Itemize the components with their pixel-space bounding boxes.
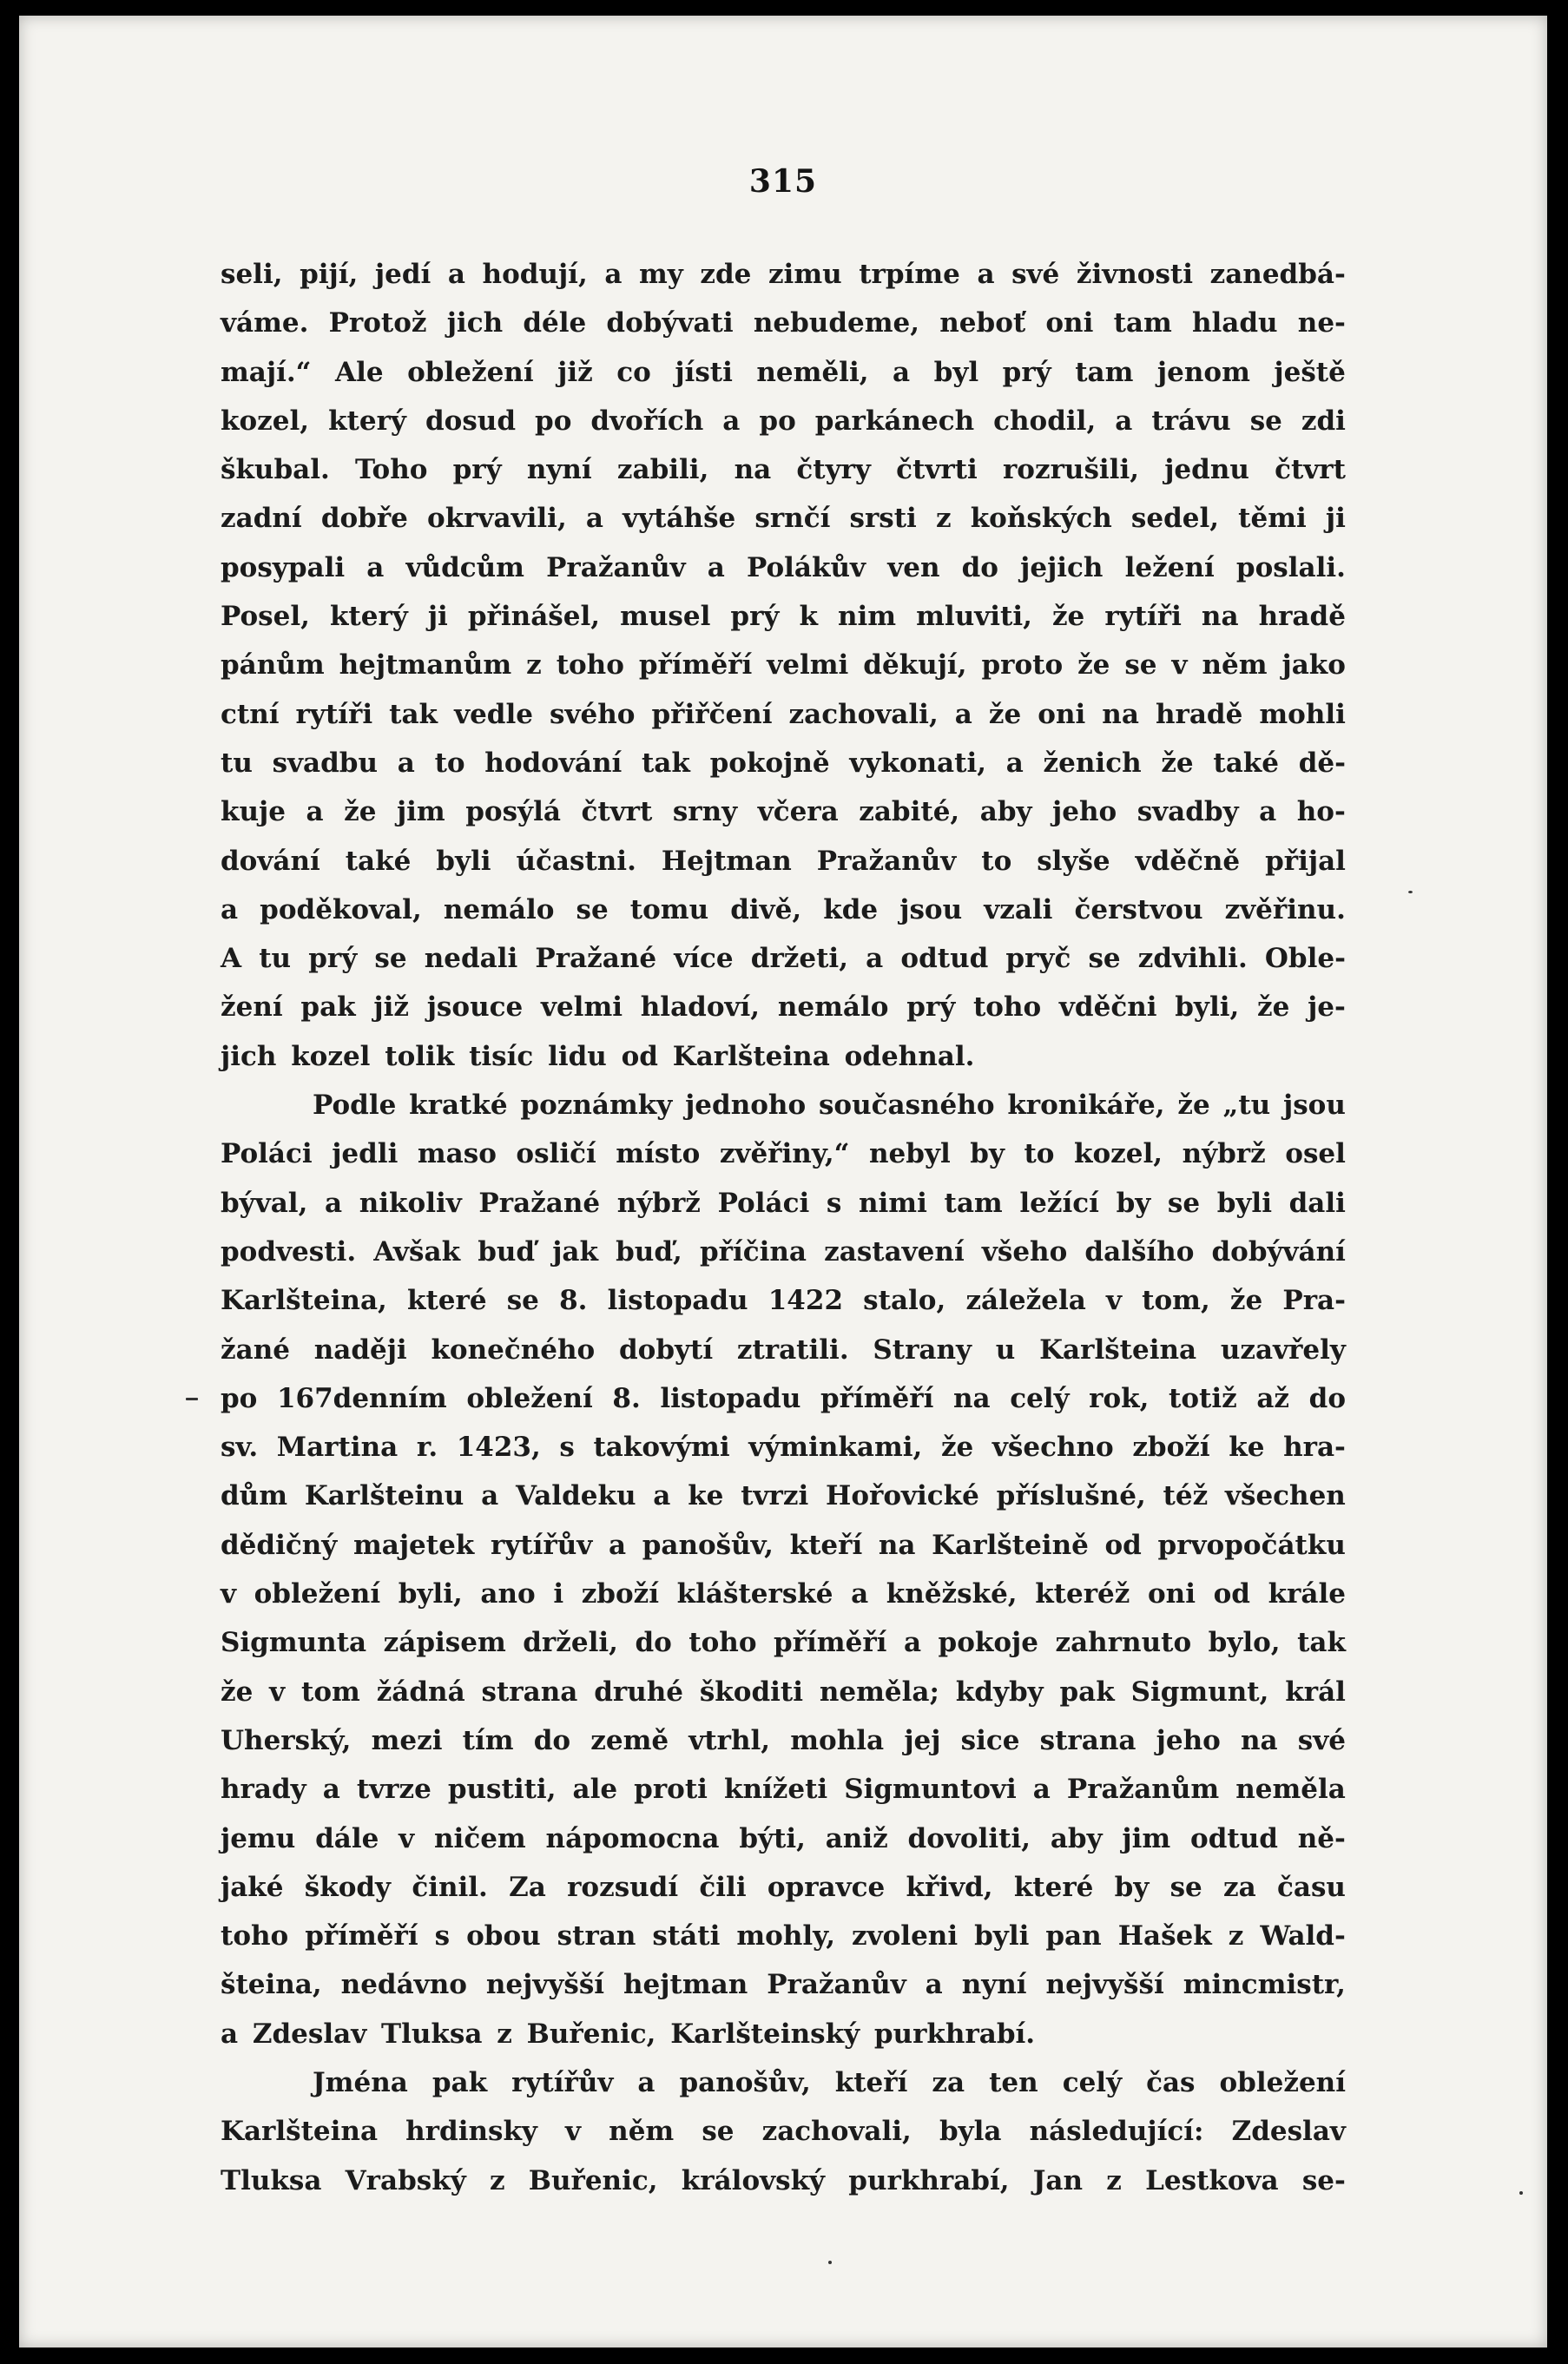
print-speck [186, 1398, 198, 1400]
text-line: Karlšteina hrdinsky v něm se zachovali, byla následující: Zdeslav [221, 2116, 1346, 2148]
page-number: 315 [748, 163, 818, 200]
print-speck [1408, 891, 1413, 893]
print-speck [1519, 2191, 1523, 2195]
text-line: Tluksa Vrabský z Buřenic, královský purkhrabí, Jan z Lestkova se- [221, 2164, 1346, 2196]
text-line: žení pak již jsouce velmi hladoví, nemálo prý toho vděčni byli, že je- [221, 991, 1346, 1024]
print-speck [828, 2261, 832, 2264]
text-line: ctní rytíři tak vedle svého přiřčení zachovali, a že oni na hradě mohli [221, 698, 1346, 730]
text-line: Posel, který ji přinášel, musel prý k nim mluviti, že rytíři na hradě [221, 601, 1346, 633]
text-line: v obležení byli, ano i zboží klášterské a kněžské, kteréž oni od krále [221, 1578, 1346, 1610]
text-line: podvesti. Avšak buď jak buď, příčina zastavení všeho dalšího dobývání [221, 1235, 1346, 1268]
text-line: mají.“ Ale obležení již co jísti neměli, a byl prý tam jenom ještě [221, 356, 1346, 388]
text-line: jich kozel tolik tisíc lidu od Karlšteina odehnal. [221, 1040, 975, 1072]
text-line: váme. Protož jich déle dobývati nebudeme, neboť oni tam hladu ne- [221, 307, 1346, 339]
text-line: po 167denním obležení 8. listopadu příměří na celý rok, totiž až do [221, 1382, 1346, 1414]
text-line: posypali a vůdcům Pražanův a Polákův ven do jejich ležení poslali. [221, 551, 1346, 583]
text-line: dům Karlšteinu a Valdeku a ke tvrzi Hořovické příslušné, též všechen [221, 1480, 1346, 1512]
text-line: šteina, nedávno nejvyšší hejtman Pražanův a nyní nejvyšší mincmistr, [221, 1969, 1346, 2001]
text-line: jaké škody činil. Za rozsudí čili opravce křivd, které by se za času [221, 1871, 1346, 1903]
text-line: a Zdeslav Tluksa z Buřenic, Karlšteinský purkhrabí. [221, 2018, 1036, 2050]
text-line: že v tom žádná strana druhé škoditi neměla; kdyby pak Sigmunt, král [221, 1676, 1346, 1708]
text-line: dědičný majetek rytířův a panošův, kteří na Karlšteině od prvopočátku [221, 1529, 1346, 1561]
text-line: Uherský, mezi tím do země vtrhl, mohla jej sice strana jeho na své [221, 1724, 1346, 1756]
text-line: Karlšteina, které se 8. listopadu 1422 stalo, záležela v tom, že Pra- [221, 1285, 1346, 1317]
text-line: tu svadbu a to hodování tak pokojně vykonati, a ženich že také dě- [221, 747, 1346, 779]
text-line: hrady a tvrze pustiti, ale proti knížeti Sigmuntovi a Pražanům neměla [221, 1774, 1346, 1806]
text-line: seli, pijí, jedí a hodují, a my zde zimu trpíme a své živnosti zanedbá- [221, 259, 1346, 290]
text-line: a poděkoval, nemálo se tomu divě, kde jsou vzali čerstvou zvěřinu. [221, 893, 1346, 925]
text-line: býval, a nikoliv Pražané nýbrž Poláci s nimi tam ležící by se byli dali [221, 1187, 1346, 1219]
text-line: žané naději konečného dobytí ztratili. Strany u Karlšteina uzavřely [221, 1333, 1346, 1366]
text-line: Podle kratké poznámky jednoho současného kronikáře, že „tu jsou [313, 1090, 1346, 1122]
text-line: zadní dobře okrvavili, a vytáhše srnčí srsti z koňských sedel, těmi ji [221, 503, 1346, 535]
text-line: A tu prý se nedali Pražané více držeti, a odtud pryč se zdvihli. Oble- [221, 943, 1346, 975]
text-line: škubal. Toho prý nyní zabili, na čtyry čtvrti rozrušili, jednu čtvrt [221, 454, 1346, 486]
text-line: kozel, který dosud po dvořích a po parkánech chodil, a trávu se zdi [221, 405, 1346, 437]
text-line: pánům hejtmanům z toho příměří velmi děkují, proto že se v něm jako [221, 649, 1346, 682]
text-line: kuje a že jim posýlá čtvrt srny včera zabité, aby jeho svadby a ho- [221, 796, 1346, 828]
text-line: dování také byli účastni. Hejtman Pražanův to slyše vděčně přijal [221, 845, 1346, 877]
text-line: Poláci jedli maso osličí místo zvěřiny,“ nebyl by to kozel, nýbrž osel [221, 1138, 1346, 1170]
text-line: toho příměří s obou stran státi mohly, zvoleni byli pan Hašek z Wald- [221, 1920, 1346, 1952]
text-line: Sigmunta zápisem drželi, do toho příměří a pokoje zahrnuto bylo, tak [221, 1627, 1346, 1659]
body-text [221, 250, 1346, 2205]
text-line: Jména pak rytířův a panošův, kteří za ten celý čas obležení [313, 2066, 1346, 2098]
text-line: jemu dále v ničem nápomocna býti, aniž dovoliti, aby jim odtud ně- [221, 1822, 1346, 1854]
book-page [19, 16, 1547, 2348]
text-line: sv. Martina r. 1423, s takovými výminkami, že všechno zboží ke hra- [221, 1432, 1346, 1464]
